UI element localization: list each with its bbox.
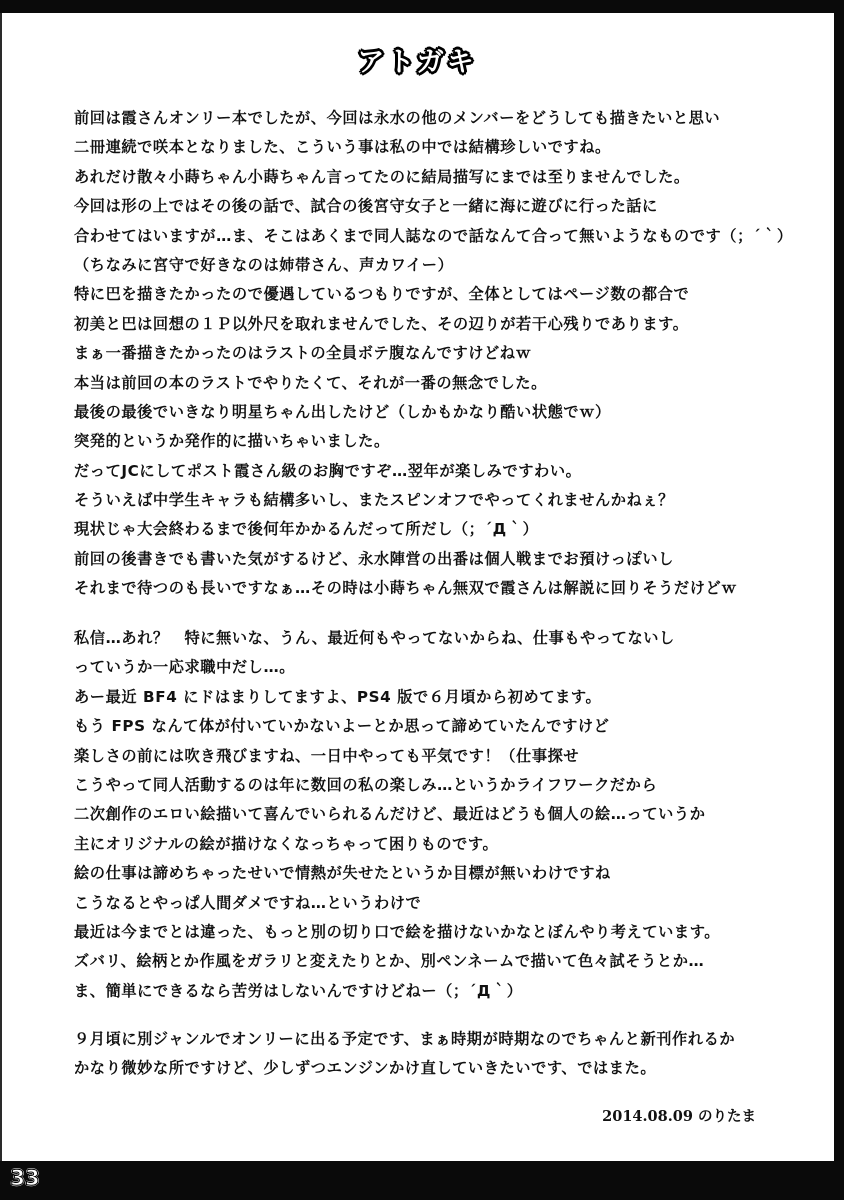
- text-line: 初美と巴は回想の１Ｐ以外尺を取れませんでした、その辺りが若干心残りであります。: [74, 314, 689, 333]
- text-line: 特に巴を描きたかったので優遇しているつもりですが、全体としてはページ数の都合で: [74, 285, 690, 304]
- text-line: 私信…あれ？ 特に無いな、うん、最近何もやってないからね、仕事もやってないし: [74, 629, 675, 647]
- text-line: ま、簡単にできるなら苦労はしないんですけどねー（；´Д｀）: [74, 981, 523, 1000]
- text-line: 現状じゃ大会終わるまで後何年かかるんだって所だし（；´Д｀）: [74, 520, 539, 539]
- text-line: っていうか一応求職中だし…。: [74, 658, 296, 677]
- page-left-edge: [0, 0, 2, 1200]
- text-line: こうなるとやっぱ人間ダメですね…というわけで: [74, 893, 422, 912]
- text-line: 本当は前回の本のラストでやりたくて、それが一番の無念でした。: [74, 373, 547, 392]
- text-line: あー最近 BF4 にドはまりしてますよ、PS4 版で６月頃から初めてます。: [74, 687, 602, 706]
- afterword-paragraph-closing: [74, 1025, 774, 1084]
- text-line: 楽しさの前には吹き飛びますね、一日中やっても平気です！（仕事探せ: [74, 746, 580, 765]
- afterword-title: アトガキ: [357, 47, 477, 78]
- text-line: 合わせてはいますが…ま、そこはあくまで同人誌なので話なんて合って無いようなものです（；´｀）: [74, 226, 793, 245]
- text-line: そういえば中学生キャラも結構多いし、またスピンオフでやってくれませんかねぇ？: [74, 491, 674, 510]
- text-line: 二冊連続で咲本となりました、こういう事は私の中では結構珍しいですね。: [74, 138, 611, 157]
- page-number: 33: [10, 1166, 40, 1190]
- text-line: こうやって同人活動するのは年に数回の私の楽しみ…というかライフワークだから: [74, 775, 658, 794]
- text-line: （ちなみに宮守で好きなのは姉帯さん、声カワイー）: [74, 255, 454, 274]
- scan-right-border: [834, 0, 844, 1200]
- text-line: かなり微妙な所ですけど、少しずつエンジンかけ直していきたいです、ではまた。: [74, 1059, 657, 1078]
- text-line: 絵の仕事は諦めちゃったせいで情熱が失せたというか目標が無いわけですね: [74, 864, 611, 883]
- text-line: 前回の後書きでも書いた気がするけど、永水陣営の出番は個人戦までお預けっぽいし: [74, 549, 674, 568]
- text-line: ９月頃に別ジャンルでオンリーに出る予定です、まぁ時期が時期なのでちゃんと新刊作れるか: [74, 1030, 736, 1048]
- date-signature: 2014.08.09 のりたま: [602, 1108, 756, 1125]
- text-line: 最近は今までとは違った、もっと別の切り口で絵を描けないかなとぼんやり考えています。: [74, 922, 721, 941]
- text-line: 今回は形の上ではその後の話で、試合の後宮守女子と一緒に海に遊びに行った話に: [74, 197, 658, 216]
- text-line: 主にオリジナルの絵が描けなくなっちゃって困りものです。: [74, 834, 499, 853]
- text-line: 前回は霞さんオンリー本でしたが、今回は永水の他のメンバーをどうしても描きたいと思い: [74, 109, 721, 127]
- text-line: だってJCにしてポスト霞さん級のお胸ですぞ…翌年が楽しみですわい。: [74, 461, 582, 480]
- text-line: それまで待つのも長いですなぁ…その時は小蒔ちゃん無双で霞さんは解説に回りそうだけどｗ: [74, 579, 738, 598]
- scan-bottom-border: [0, 1161, 844, 1200]
- scan-top-border: [0, 0, 844, 13]
- afterword-paragraph-main: [74, 104, 793, 604]
- text-line: もう FPS なんて体が付いていかないよーとか思って諦めていたんですけど: [74, 717, 610, 736]
- text-line: まぁ一番描きたかったのはラストの全員ボテ腹なんですけどねｗ: [74, 344, 532, 363]
- text-line: ズバリ、絵柄とか作風をガラリと変えたりとか、別ペンネームで描いて色々試そうとか…: [74, 952, 705, 971]
- text-line: 突発的というか発作的に描いちゃいました。: [74, 432, 390, 451]
- text-line: 最後の最後でいきなり明星ちゃん出したけど（しかもかなり酷い状態でｗ）: [74, 402, 611, 421]
- text-line: あれだけ散々小蒔ちゃん小蒔ちゃん言ってたのに結局描写にまでは至りませんでした。: [74, 167, 690, 186]
- text-line: 二次創作のエロい絵描いて喜んでいられるんだけど、最近はどうも個人の絵…っていうか: [74, 805, 706, 824]
- afterword-paragraph-personal: [74, 624, 774, 1006]
